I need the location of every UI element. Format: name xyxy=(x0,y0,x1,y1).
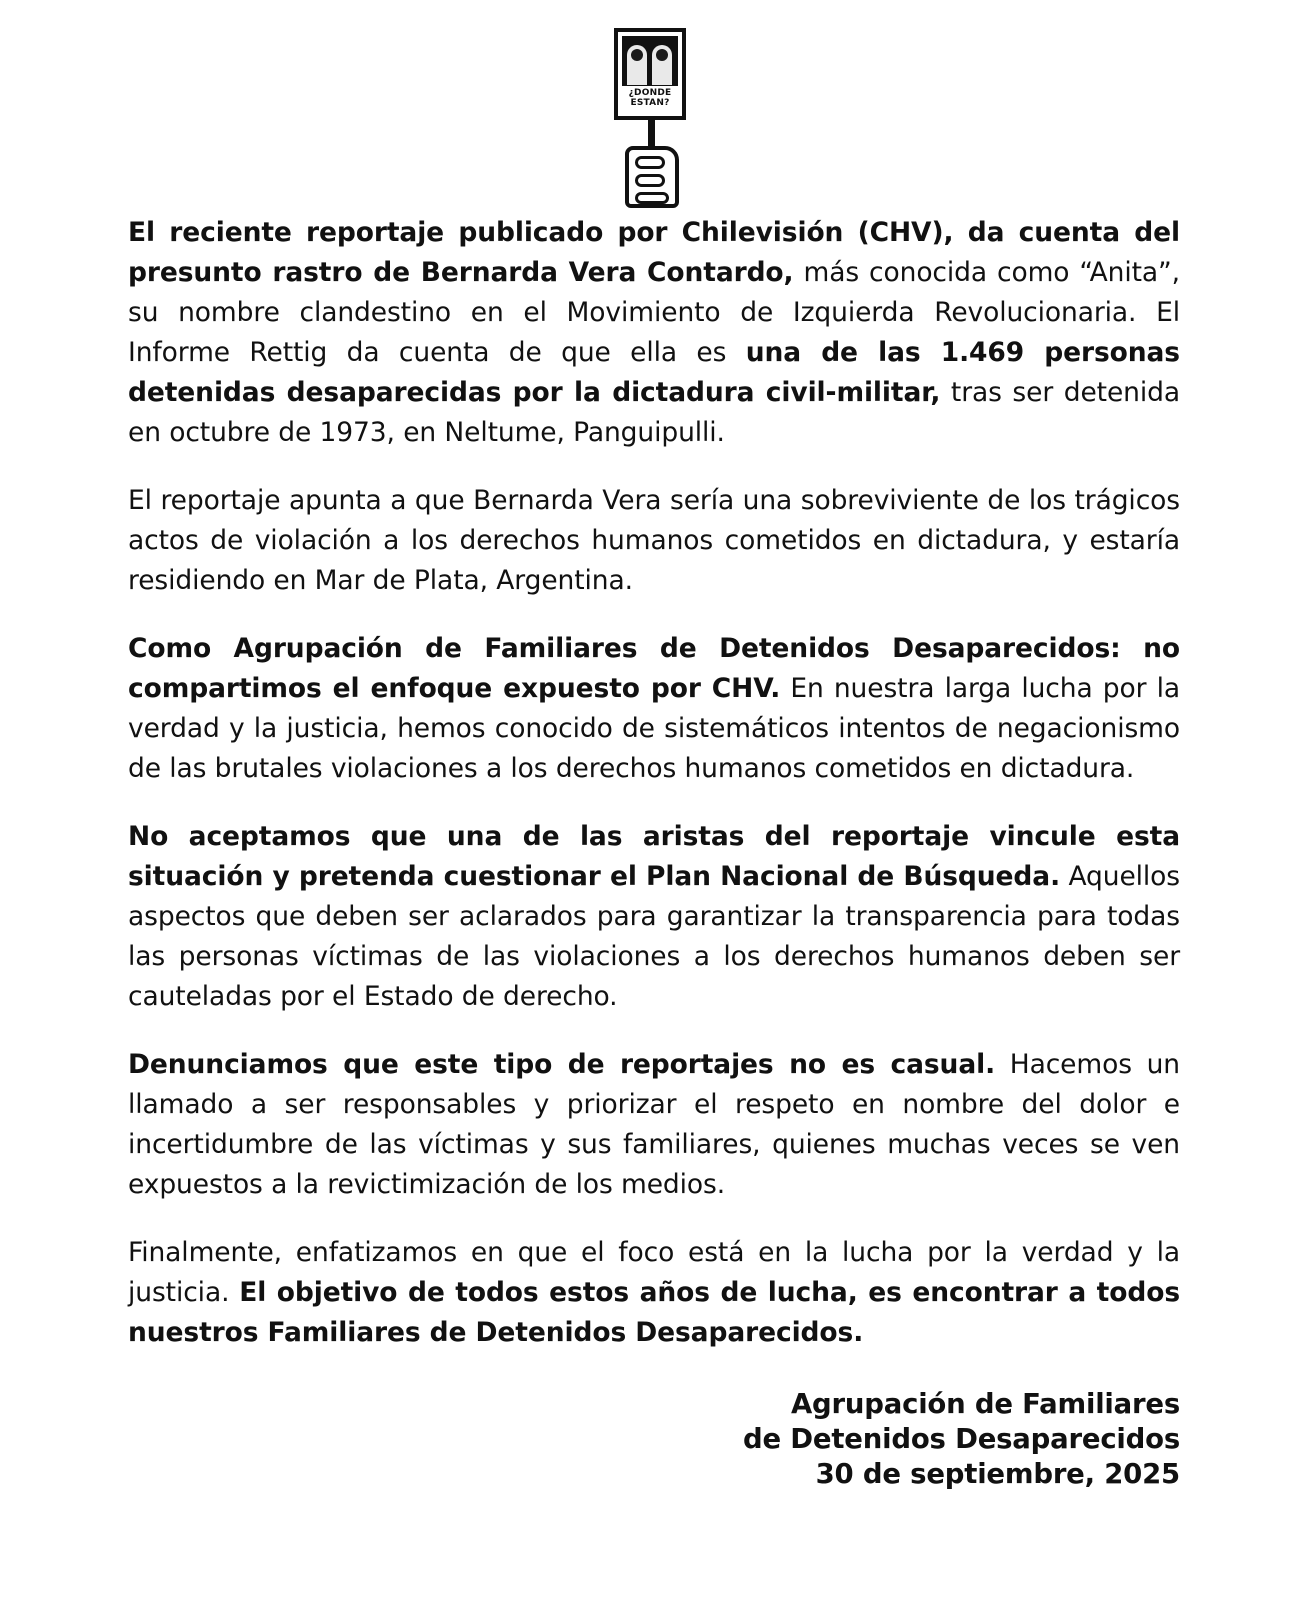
sign-text-line2: ESTAN? xyxy=(630,98,670,108)
sign-text xyxy=(622,88,678,108)
signature-date: 30 de septiembre, 2025 xyxy=(815,1458,1180,1490)
face-left xyxy=(627,45,647,85)
paragraph-5: Denunciamos que este tipo de reportajes no es casual. Hacemos un llamado a ser responsables y priorizar el respeto en nombre del dolor e incertidumbre de las víctimas y sus familiares, quienes muchas veces se ven expuestos a la revictimización de los medios. xyxy=(128,1049,1180,1200)
protest-sign-icon xyxy=(606,28,702,208)
signature-block xyxy=(128,1387,1180,1492)
statement-body xyxy=(128,213,1180,1353)
thumb xyxy=(635,192,669,204)
paragraph-4: No aceptamos que una de las aristas del reportaje vincule esta situación y pretenda cuestionar el Plan Nacional de Búsqueda. Aquellos aspectos que deben ser aclarados para garantizar la transparencia para todas las personas víctimas de las violaciones a los derechos humanos deben ser cauteladas por el Estado de derecho. xyxy=(128,821,1180,1012)
sign-board xyxy=(614,28,686,120)
signature-organization-line1: Agrupación de Familiares xyxy=(790,1388,1180,1420)
sign-text-line1: ¿DONDE xyxy=(628,88,672,98)
hand-icon xyxy=(625,146,679,208)
paragraph-6: Finalmente, enfatizamos en que el foco está en la lucha por la verdad y la justicia. El objetivo de todos estos años de lucha, es encontrar a todos nuestros Familiares de Detenidos Desaparecidos. xyxy=(128,1237,1180,1348)
face-right xyxy=(652,45,672,85)
signature-organization-line2: de Detenidos Desaparecidos xyxy=(742,1423,1180,1455)
missing-persons-photo xyxy=(622,36,678,86)
paragraph-1: El reciente reportaje publicado por Chilevisión (CHV), da cuenta del presunto rastro de Bernarda Vera Contardo, más conocida como “Anita”, su nombre clandestino en el Movimiento de Izquierda Revolucionaria. El Informe Rettig da cuenta de que ella es una de las 1.469 personas detenidas desaparecidas por la dictadura civil-militar, tras ser detenida en octubre de 1973, en Neltume, Panguipulli. xyxy=(128,217,1180,448)
organization-logo xyxy=(128,28,1180,213)
paragraph-3: Como Agrupación de Familiares de Detenidos Desaparecidos: no compartimos el enfoque expuesto por CHV. En nuestra larga lucha por la verdad y la justicia, hemos conocido de sistemáticos intentos de negacionismo de las brutales violaciones a los derechos humanos cometidos en dictadura. xyxy=(128,633,1180,784)
paragraph-2: El reportaje apunta a que Bernarda Vera sería una sobreviviente de los trágicos actos de violación a los derechos humanos cometidos en dictadura, y estaría residiendo en Mar de Plata, Argentina. xyxy=(128,485,1180,596)
